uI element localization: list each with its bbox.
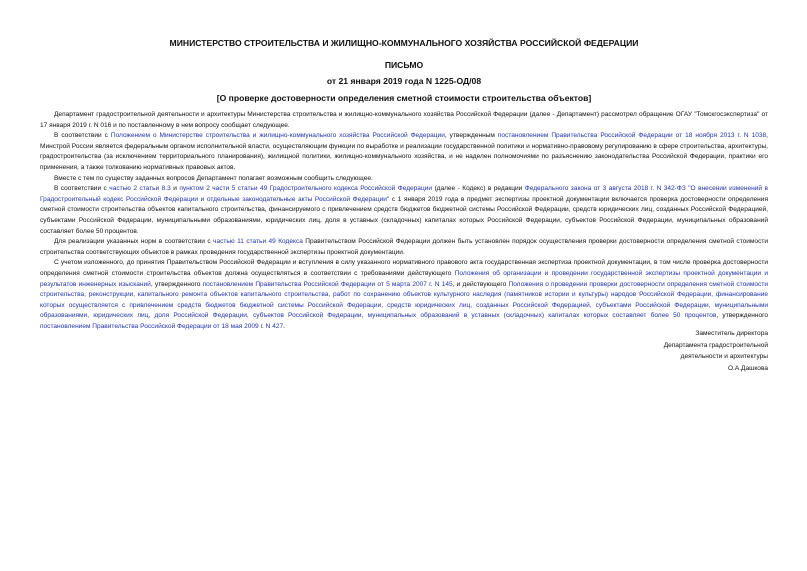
paragraph-5 [40,237,768,258]
paragraph-text: (далее - Кодекс) в редакции [432,185,525,193]
paragraph-text: , утвержденным [444,132,498,140]
signature-name: О.А.Дашкова [727,364,768,372]
link-regulation-expertise[interactable]: Положения об организации и проведении государственной экспертизы проектной документации и результатов инженерных изысканий [40,269,769,288]
paragraph-text: В соответствии с [54,132,111,140]
paragraph-text: , и действующего [452,280,509,288]
paragraph-text: Правительством Российской Федерации должен быть установлен порядок осуществления проверки достоверности определения сметной стоимости строительства соответствующих объектов в рамках проведения государственной экспертизы проектной документации. [40,238,768,256]
paragraph-3 [40,174,768,185]
signature-position: Заместитель директора [695,330,768,337]
paragraph-text: Департамент градостроительной деятельности и архитектуры Министерства строительства и жилищно-коммунального хозяйства Российской Федерации (далее - Департамент) рассмотрел обращение ОГАУ "Томскгосэкспертиза" от 17 января 2019 г. N 016 и по поставленному в нем вопросу сообщает следующее. [40,111,768,129]
signature-block [568,328,768,374]
paragraph-text: с 1 января 2019 года в предмет экспертизы проектной документации включается проверка достоверности определения сметной стоимости строительства объектов капитального строительства, финансируемого с привлечением средств бюджетов бюджетной системы Российской Федерации, средств юридических лиц, созданных Российской Федерацией, субъектами Российской Федерации, муниципальными образованиями, юридических лиц, доля в уставных (складочных) капиталах которых Российской Федерации, субъектов Российской Федерации, муниципальных образований составляет более 50 процентов. [40,195,768,235]
paragraph-text: , Минстрой России является федеральным органом исполнительной власти, осуществляющим функции по выработке и реализации государственной политики и нормативно-правовому регулированию в сфере строительства, архитектуры, градостроительства (за исключением территориального планирования), жилищной политики, жилищно-коммунального хозяйства, и не наделен полномочиями по разъяснению законодательства Российской Федерации, практики его применения, а также толкованию нормативных правовых актов. [40,132,768,171]
paragraph-text: , утвержденного [150,280,203,288]
signature-department: Департамента градостроительной [663,341,768,349]
paragraph-text: , утвержденного [716,312,768,320]
paragraph-4 [40,184,768,237]
link-decree-1038[interactable]: постановлением Правительства Российской Федерации от 18 ноября 2013 г. N 1038 [497,132,767,140]
link-federal-law-342[interactable]: Федерального закона от 3 августа 2018 г. N 342-ФЗ "О внесении изменений в Градостроительный кодекс Российской Федерации и отдельные законодательные акты Российской Федерации" [40,185,769,203]
document-body [40,110,768,332]
paragraph-6 [40,258,768,332]
signature-department-cont: деятельности и архитектуры [680,353,768,360]
document-subject: [О проверке достоверности определения сметной стоимости строительства объектов] [216,93,592,103]
link-article-8-3[interactable]: частью 2 статьи 8.3 [109,185,171,193]
paragraph-text: . [283,322,285,330]
paragraph-text: и [170,185,180,193]
paragraph-text: В соответствии с [54,185,110,193]
link-article-49[interactable]: пунктом 2 части 5 статьи 49 Градостроительного кодекса Российской Федерации [179,185,433,193]
paragraph-2 [40,131,768,173]
paragraph-text: Вместе с тем по существу заданных вопросов Департамент полагает возможным сообщить следующее. [54,174,373,182]
link-article-49-part-11[interactable]: частью 11 статьи 49 Кодекса [213,238,303,246]
document-type: ПИСЬМО [384,60,424,70]
link-regulation-ministry[interactable]: Положением о Министерстве строительства и жилищно-коммунального хозяйства Российской Федерации [110,132,445,140]
document-date-number: от 21 января 2019 года N 1225-ОД/08 [326,76,482,86]
ministry-heading: МИНИСТЕРСТВО СТРОИТЕЛЬСТВА И ЖИЛИЩНО-КОММУНАЛЬНОГО ХОЗЯЙСТВА РОССИЙСКОЙ ФЕДЕРАЦИИ [169,38,639,48]
paragraph-1 [40,110,768,131]
paragraph-text: Для реализации указанных норм в соответствии с [54,238,214,246]
link-decree-145[interactable]: постановлением Правительства Российской Федерации от 5 марта 2007 г. N 145 [202,280,453,288]
link-regulation-cost-verification[interactable]: Положения о проведении проверки достоверности определения сметной стоимости строительства, реконструкции, капитального ремонта объектов капитального строительства, работ по сохранению объектов культурного наследия (памятников истории и культуры) народов Российской Федерации, финансирование которых осуществляется с привлечением средств бюджетов бюджетной системы Российской Федерации, средств юридических лиц, созданных Российской Федерацией, субъектами Российской Федерации, муниципальными образованиями, юридических лиц, доля Российской Федерации, субъектов Российской Федерации, муниципальных образований в уставных (складочных) капиталах которых составляет более 50 процентов [40,280,768,320]
link-decree-427[interactable]: постановлением Правительства Российской Федерации от 18 мая 2009 г. N 427 [40,322,284,330]
paragraph-text: С учетом изложенного, до принятия Правительством Российской Федерации и вступления в силу указанного нормативного правового акта государственная экспертиза проектной документации, в том числе проверка достоверности определения сметной стоимости строительства объектов должна осуществляться в соответствии с требованиями действующего [40,259,768,277]
